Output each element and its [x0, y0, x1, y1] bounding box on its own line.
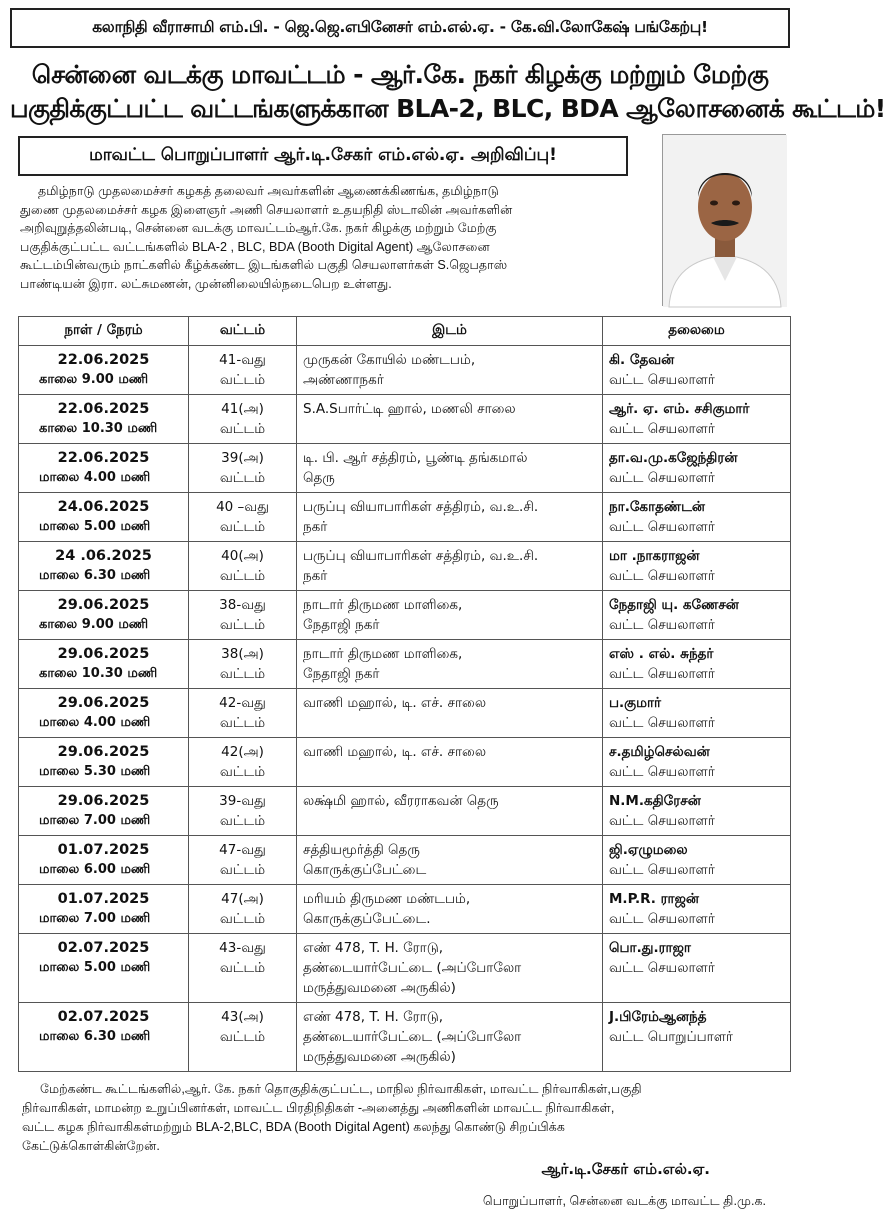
- meeting-date: 29.06.2025: [57, 744, 150, 760]
- meeting-date: 22.06.2025: [57, 450, 150, 466]
- ward-number: 41-வது: [219, 352, 266, 368]
- meeting-time: காலை 10.30 மணி: [39, 421, 158, 436]
- venue-line: எண் 478, T. H. ரோடு,: [303, 1009, 444, 1025]
- leader-role: வட்ட செயலாளர்: [609, 862, 715, 878]
- venue-line: டி. பி. ஆர் சத்திரம், பூண்டி தங்கமால்: [303, 450, 528, 466]
- table-row: [19, 640, 791, 689]
- leader-name: ப.குமார்: [609, 695, 662, 711]
- notice-section: [10, 134, 790, 312]
- meeting-date: 29.06.2025: [57, 597, 150, 613]
- closing-line: கேட்டுக்கொள்கின்றேன்.: [22, 1139, 160, 1153]
- meeting-date: 22.06.2025: [57, 352, 150, 368]
- venue-cell: [297, 395, 603, 444]
- ward-cell: [189, 395, 297, 444]
- meeting-date: 29.06.2025: [57, 793, 150, 809]
- table-row: [19, 836, 791, 885]
- portrait-photo: [662, 134, 786, 306]
- leader-cell: [603, 689, 791, 738]
- meeting-time: மாலை 4.00 மணி: [39, 715, 151, 730]
- table-row: [19, 395, 791, 444]
- table-row: [19, 493, 791, 542]
- meeting-schedule-table: [18, 316, 791, 1072]
- ward-number: 47-வது: [219, 842, 266, 858]
- leader-name: தா.வ.மு.கஜேந்திரன்: [609, 450, 738, 466]
- table-row: [19, 689, 791, 738]
- leader-role: வட்ட செயலாளர்: [609, 617, 715, 633]
- venue-line: தண்டையார்பேட்டை (அப்போலோ: [303, 960, 522, 976]
- header-date-time: நாள் / நேரம்: [19, 317, 189, 346]
- meeting-time: மாலை 6.30 மணி: [39, 568, 151, 583]
- date-time-cell: [19, 395, 189, 444]
- intro-line: பாண்டியன் இரா. லட்சுமணன், முன்னிலையில்நடைபெற உள்ளது.: [20, 276, 392, 291]
- venue-line: கொருக்குப்பேட்டை.: [303, 911, 431, 927]
- notice-title: மாவட்ட பொறுப்பாளர் ஆர்.டி.சேகர் எம்.எல்.ஏ. அறிவிப்பு!: [18, 136, 628, 176]
- leader-name: பொ.து.ராஜா: [609, 940, 691, 956]
- leader-role: வட்ட செயலாளர்: [609, 568, 715, 584]
- venue-cell: [297, 934, 603, 1003]
- leader-cell: [603, 738, 791, 787]
- ward-cell: [189, 591, 297, 640]
- date-time-cell: [19, 885, 189, 934]
- ward-label: வட்டம்: [219, 764, 266, 780]
- signatory-name: ஆர்.டி.சேகர் எம்.எல்.ஏ.: [541, 1160, 710, 1178]
- meeting-date: 22.06.2025: [57, 401, 150, 417]
- leader-name: J.பிரேம்ஆனந்த்: [609, 1009, 707, 1025]
- venue-line: மருத்துவமனை அருகில்): [303, 1049, 456, 1065]
- venue-line: லக்ஷ்மி ஹால், வீரராகவன் தெரு: [303, 793, 499, 809]
- leader-name: M.P.R. ராஜன்: [609, 891, 699, 907]
- leader-role: வட்ட செயலாளர்: [609, 715, 715, 731]
- table-header-row: [19, 317, 791, 346]
- leader-role: வட்ட செயலாளர்: [609, 421, 715, 437]
- meeting-time: மாலை 6.30 மணி: [39, 1029, 151, 1044]
- leader-name: ஆர். ஏ. எம். சசிகுமார்: [609, 401, 750, 417]
- header-ward: வட்டம்: [189, 317, 297, 346]
- venue-line: தெரு: [303, 470, 335, 486]
- ward-cell: [189, 689, 297, 738]
- date-time-cell: [19, 1003, 189, 1072]
- venue-cell: [297, 689, 603, 738]
- venue-line: நாடார் திருமண மாளிகை,: [303, 597, 463, 613]
- meeting-time: காலை 9.00 மணி: [39, 617, 149, 632]
- date-time-cell: [19, 444, 189, 493]
- date-time-cell: [19, 542, 189, 591]
- leader-cell: [603, 836, 791, 885]
- leader-name: மா .நாகராஜன்: [609, 548, 700, 564]
- ward-cell: [189, 640, 297, 689]
- ward-cell: [189, 444, 297, 493]
- intro-line: பகுதிக்குட்பட்ட வட்டங்களில் BLA-2 , BLC, BDA (Booth Digital Agent) ஆலோசனை: [20, 239, 490, 254]
- leader-role: வட்ட பொறுப்பாளர்: [609, 1029, 733, 1045]
- ward-number: 41(அ): [221, 401, 264, 417]
- leader-name: எஸ் . எல். சுந்தர்: [609, 646, 714, 662]
- venue-line: பருப்பு வியாபாரிகள் சத்திரம், வ.உ.சி.: [303, 499, 539, 515]
- table-row: [19, 885, 791, 934]
- ward-number: 39-வது: [219, 793, 266, 809]
- venue-line: அண்ணாநகர்: [303, 372, 384, 388]
- venue-line: மருத்துவமனை அருகில்): [303, 980, 456, 996]
- venue-line: மரியம் திருமண மண்டபம்,: [303, 891, 471, 907]
- venue-cell: [297, 542, 603, 591]
- ward-label: வட்டம்: [219, 1029, 266, 1045]
- leader-role: வட்ட செயலாளர்: [609, 519, 715, 535]
- leader-name: N.M.கதிரேசன்: [609, 793, 701, 809]
- ward-cell: [189, 542, 297, 591]
- leader-name: நா.கோதண்டன்: [609, 499, 705, 515]
- table-row: [19, 591, 791, 640]
- meeting-time: மாலை 4.00 மணி: [39, 470, 151, 485]
- leader-cell: [603, 934, 791, 1003]
- leader-role: வட்ட செயலாளர்: [609, 764, 715, 780]
- meeting-time: மாலை 5.30 மணி: [39, 764, 151, 779]
- date-time-cell: [19, 738, 189, 787]
- venue-line: நேதாஜி நகர்: [303, 617, 380, 633]
- date-time-cell: [19, 787, 189, 836]
- leader-role: வட்ட செயலாளர்: [609, 372, 715, 388]
- leader-role: வட்ட செயலாளர்: [609, 666, 715, 682]
- leader-role: வட்ட செயலாளர்: [609, 813, 715, 829]
- ward-label: வட்டம்: [219, 617, 266, 633]
- venue-line: சத்தியமூர்த்தி தெரு: [303, 842, 420, 858]
- signatory-role: பொறுப்பாளர், சென்னை வடக்கு மாவட்ட தி.மு.க.: [482, 1194, 766, 1208]
- intro-line: கூட்டம்பின்வரும் நாட்களில் கீழ்க்கண்ட இடங்களில் பகுதி செயலாளர்கள் S.ஜெபதாஸ்: [20, 258, 508, 272]
- ward-number: 43(அ): [221, 1009, 264, 1025]
- date-time-cell: [19, 346, 189, 395]
- ward-label: வட்டம்: [219, 715, 266, 731]
- ward-label: வட்டம்: [219, 960, 266, 976]
- closing-line: நிர்வாகிகள், மாமன்ற உறுப்பினர்கள், மாவட்ட பிரதிநிதிகள் -அனைத்து அணிகளின் மாவட்ட நிர்வாகிகள்,: [22, 1101, 615, 1115]
- meeting-date: 01.07.2025: [57, 842, 150, 858]
- date-time-cell: [19, 493, 189, 542]
- venue-cell: [297, 738, 603, 787]
- intro-line: அறிவுறுத்தலின்படி, சென்னை வடக்கு மாவட்டம்ஆர்.கே. நகர் கிழக்கு மற்றும் மேற்கு: [20, 221, 497, 235]
- leader-name: ஜி.ஏழுமலை: [609, 842, 688, 858]
- header-leader: தலைமை: [603, 317, 791, 346]
- venue-line: வாணி மஹால், டி. எச். சாலை: [303, 744, 487, 760]
- leader-name: ச.தமிழ்செல்வன்: [609, 744, 710, 760]
- table-row: [19, 738, 791, 787]
- participants-banner: கலாநிதி வீராசாமி எம்.பி. - ஜெ.ஜெ.எபினேசர் எம்.எல்.ஏ. - கே.வி.லோகேஷ் பங்கேற்பு!: [10, 8, 790, 48]
- headline-line-1: சென்னை வடக்கு மாவட்டம் - ஆர்.கே. நகர் கிழக்கு மற்றும் மேற்கு: [31, 60, 769, 89]
- ward-label: வட்டம்: [219, 372, 266, 388]
- leader-cell: [603, 395, 791, 444]
- ward-label: வட்டம்: [219, 666, 266, 682]
- venue-line: நாடார் திருமண மாளிகை,: [303, 646, 463, 662]
- table-row: [19, 542, 791, 591]
- ward-number: 40(அ): [221, 548, 264, 564]
- venue-line: S.A.Sபார்ட்டி ஹால், மணலி சாலை: [303, 401, 516, 417]
- table-row: [19, 934, 791, 1003]
- ward-number: 47(அ): [221, 891, 264, 907]
- venue-line: நகர்: [303, 568, 328, 584]
- leader-name: கி. தேவன்: [609, 352, 675, 368]
- ward-cell: [189, 738, 297, 787]
- meeting-date: 29.06.2025: [57, 646, 150, 662]
- leader-cell: [603, 493, 791, 542]
- leader-cell: [603, 346, 791, 395]
- ward-number: 40 –வது: [216, 499, 269, 515]
- venue-line: நகர்: [303, 519, 328, 535]
- leader-cell: [603, 885, 791, 934]
- venue-line: வாணி மஹால், டி. எச். சாலை: [303, 695, 487, 711]
- ward-label: வட்டம்: [219, 813, 266, 829]
- date-time-cell: [19, 836, 189, 885]
- meeting-date: 01.07.2025: [57, 891, 150, 907]
- date-time-cell: [19, 640, 189, 689]
- venue-cell: [297, 640, 603, 689]
- venue-cell: [297, 493, 603, 542]
- table-row: [19, 444, 791, 493]
- date-time-cell: [19, 934, 189, 1003]
- intro-paragraph: [20, 182, 640, 293]
- venue-line: எண் 478, T. H. ரோடு,: [303, 940, 444, 956]
- ward-number: 38-வது: [219, 597, 266, 613]
- ward-cell: [189, 787, 297, 836]
- table-body: [19, 346, 791, 1072]
- venue-cell: [297, 346, 603, 395]
- leader-role: வட்ட செயலாளர்: [609, 960, 715, 976]
- leader-role: வட்ட செயலாளர்: [609, 911, 715, 927]
- ward-label: வட்டம்: [219, 470, 266, 486]
- leader-name: நேதாஜி யு. கணேசன்: [609, 597, 739, 613]
- meeting-date: 02.07.2025: [57, 1009, 150, 1025]
- date-time-cell: [19, 591, 189, 640]
- closing-paragraph: [22, 1080, 778, 1156]
- ward-number: 38(அ): [221, 646, 264, 662]
- table-row: [19, 346, 791, 395]
- leader-cell: [603, 787, 791, 836]
- ward-cell: [189, 493, 297, 542]
- ward-label: வட்டம்: [219, 911, 266, 927]
- ward-cell: [189, 346, 297, 395]
- venue-cell: [297, 885, 603, 934]
- meeting-time: காலை 10.30 மணி: [39, 666, 158, 681]
- venue-cell: [297, 591, 603, 640]
- meeting-time: மாலை 7.00 மணி: [39, 813, 151, 828]
- venue-line: தண்டையார்பேட்டை (அப்போலோ: [303, 1029, 522, 1045]
- leader-cell: [603, 542, 791, 591]
- ward-number: 42(அ): [221, 744, 264, 760]
- meeting-date: 24.06.2025: [57, 499, 150, 515]
- ward-label: வட்டம்: [219, 862, 266, 878]
- header-venue: இடம்: [297, 317, 603, 346]
- venue-line: பருப்பு வியாபாரிகள் சத்திரம், வ.உ.சி.: [303, 548, 539, 564]
- intro-line: துணை முதலமைச்சர் கழக இளைஞர் அணி செயலாளர் உதயநிதி ஸ்டாலின் அவர்களின்: [20, 202, 513, 217]
- leader-cell: [603, 444, 791, 493]
- headline-line-2: பகுதிக்குட்பட்ட வட்டங்களுக்கான BLA-2, BLC, BDA ஆலோசனைக் கூட்டம்!: [10, 94, 886, 123]
- ward-label: வட்டம்: [219, 568, 266, 584]
- meeting-time: மாலை 7.00 மணி: [39, 911, 151, 926]
- meeting-time: மாலை 5.00 மணி: [39, 519, 151, 534]
- venue-cell: [297, 787, 603, 836]
- closing-line: மேற்கண்ட கூட்டங்களில்,ஆர். கே. நகர் தொகுதிக்குட்பட்ட, மாநில நிர்வாகிகள், மாவட்ட நிர்வாகிகள்,பகுதி: [40, 1082, 642, 1096]
- ward-number: 39(அ): [221, 450, 264, 466]
- ward-cell: [189, 1003, 297, 1072]
- ward-cell: [189, 836, 297, 885]
- table-row: [19, 1003, 791, 1072]
- venue-cell: [297, 1003, 603, 1072]
- ward-number: 43-வது: [219, 940, 266, 956]
- intro-line: தமிழ்நாடு முதலமைச்சர் கழகத் தலைவர் அவர்களின் ஆணைக்கிணங்க, தமிழ்நாடு: [38, 184, 499, 198]
- venue-line: கொருக்குப்பேட்டை: [303, 862, 427, 878]
- ward-cell: [189, 885, 297, 934]
- meeting-time: மாலை 5.00 மணி: [39, 960, 151, 975]
- leader-role: வட்ட செயலாளர்: [609, 470, 715, 486]
- leader-cell: [603, 591, 791, 640]
- date-time-cell: [19, 689, 189, 738]
- ward-cell: [189, 934, 297, 1003]
- leader-cell: [603, 1003, 791, 1072]
- ward-number: 42-வது: [219, 695, 266, 711]
- closing-line: வட்ட கழக நிர்வாகிகள்மற்றும் BLA-2,BLC, BDA (Booth Digital Agent) கலந்து கொண்டு சிறப்பிக்க: [22, 1120, 565, 1134]
- venue-line: முருகன் கோயில் மண்டபம்,: [303, 352, 476, 368]
- meeting-date: 29.06.2025: [57, 695, 150, 711]
- meeting-time: காலை 9.00 மணி: [39, 372, 149, 387]
- leader-cell: [603, 640, 791, 689]
- venue-cell: [297, 836, 603, 885]
- table-row: [19, 787, 791, 836]
- meeting-time: மாலை 6.00 மணி: [39, 862, 151, 877]
- meeting-date: 02.07.2025: [57, 940, 150, 956]
- portrait-image: [663, 135, 787, 307]
- venue-line: நேதாஜி நகர்: [303, 666, 380, 682]
- meeting-date: 24 .06.2025: [55, 548, 152, 564]
- venue-cell: [297, 444, 603, 493]
- ward-label: வட்டம்: [219, 421, 266, 437]
- ward-label: வட்டம்: [219, 519, 266, 535]
